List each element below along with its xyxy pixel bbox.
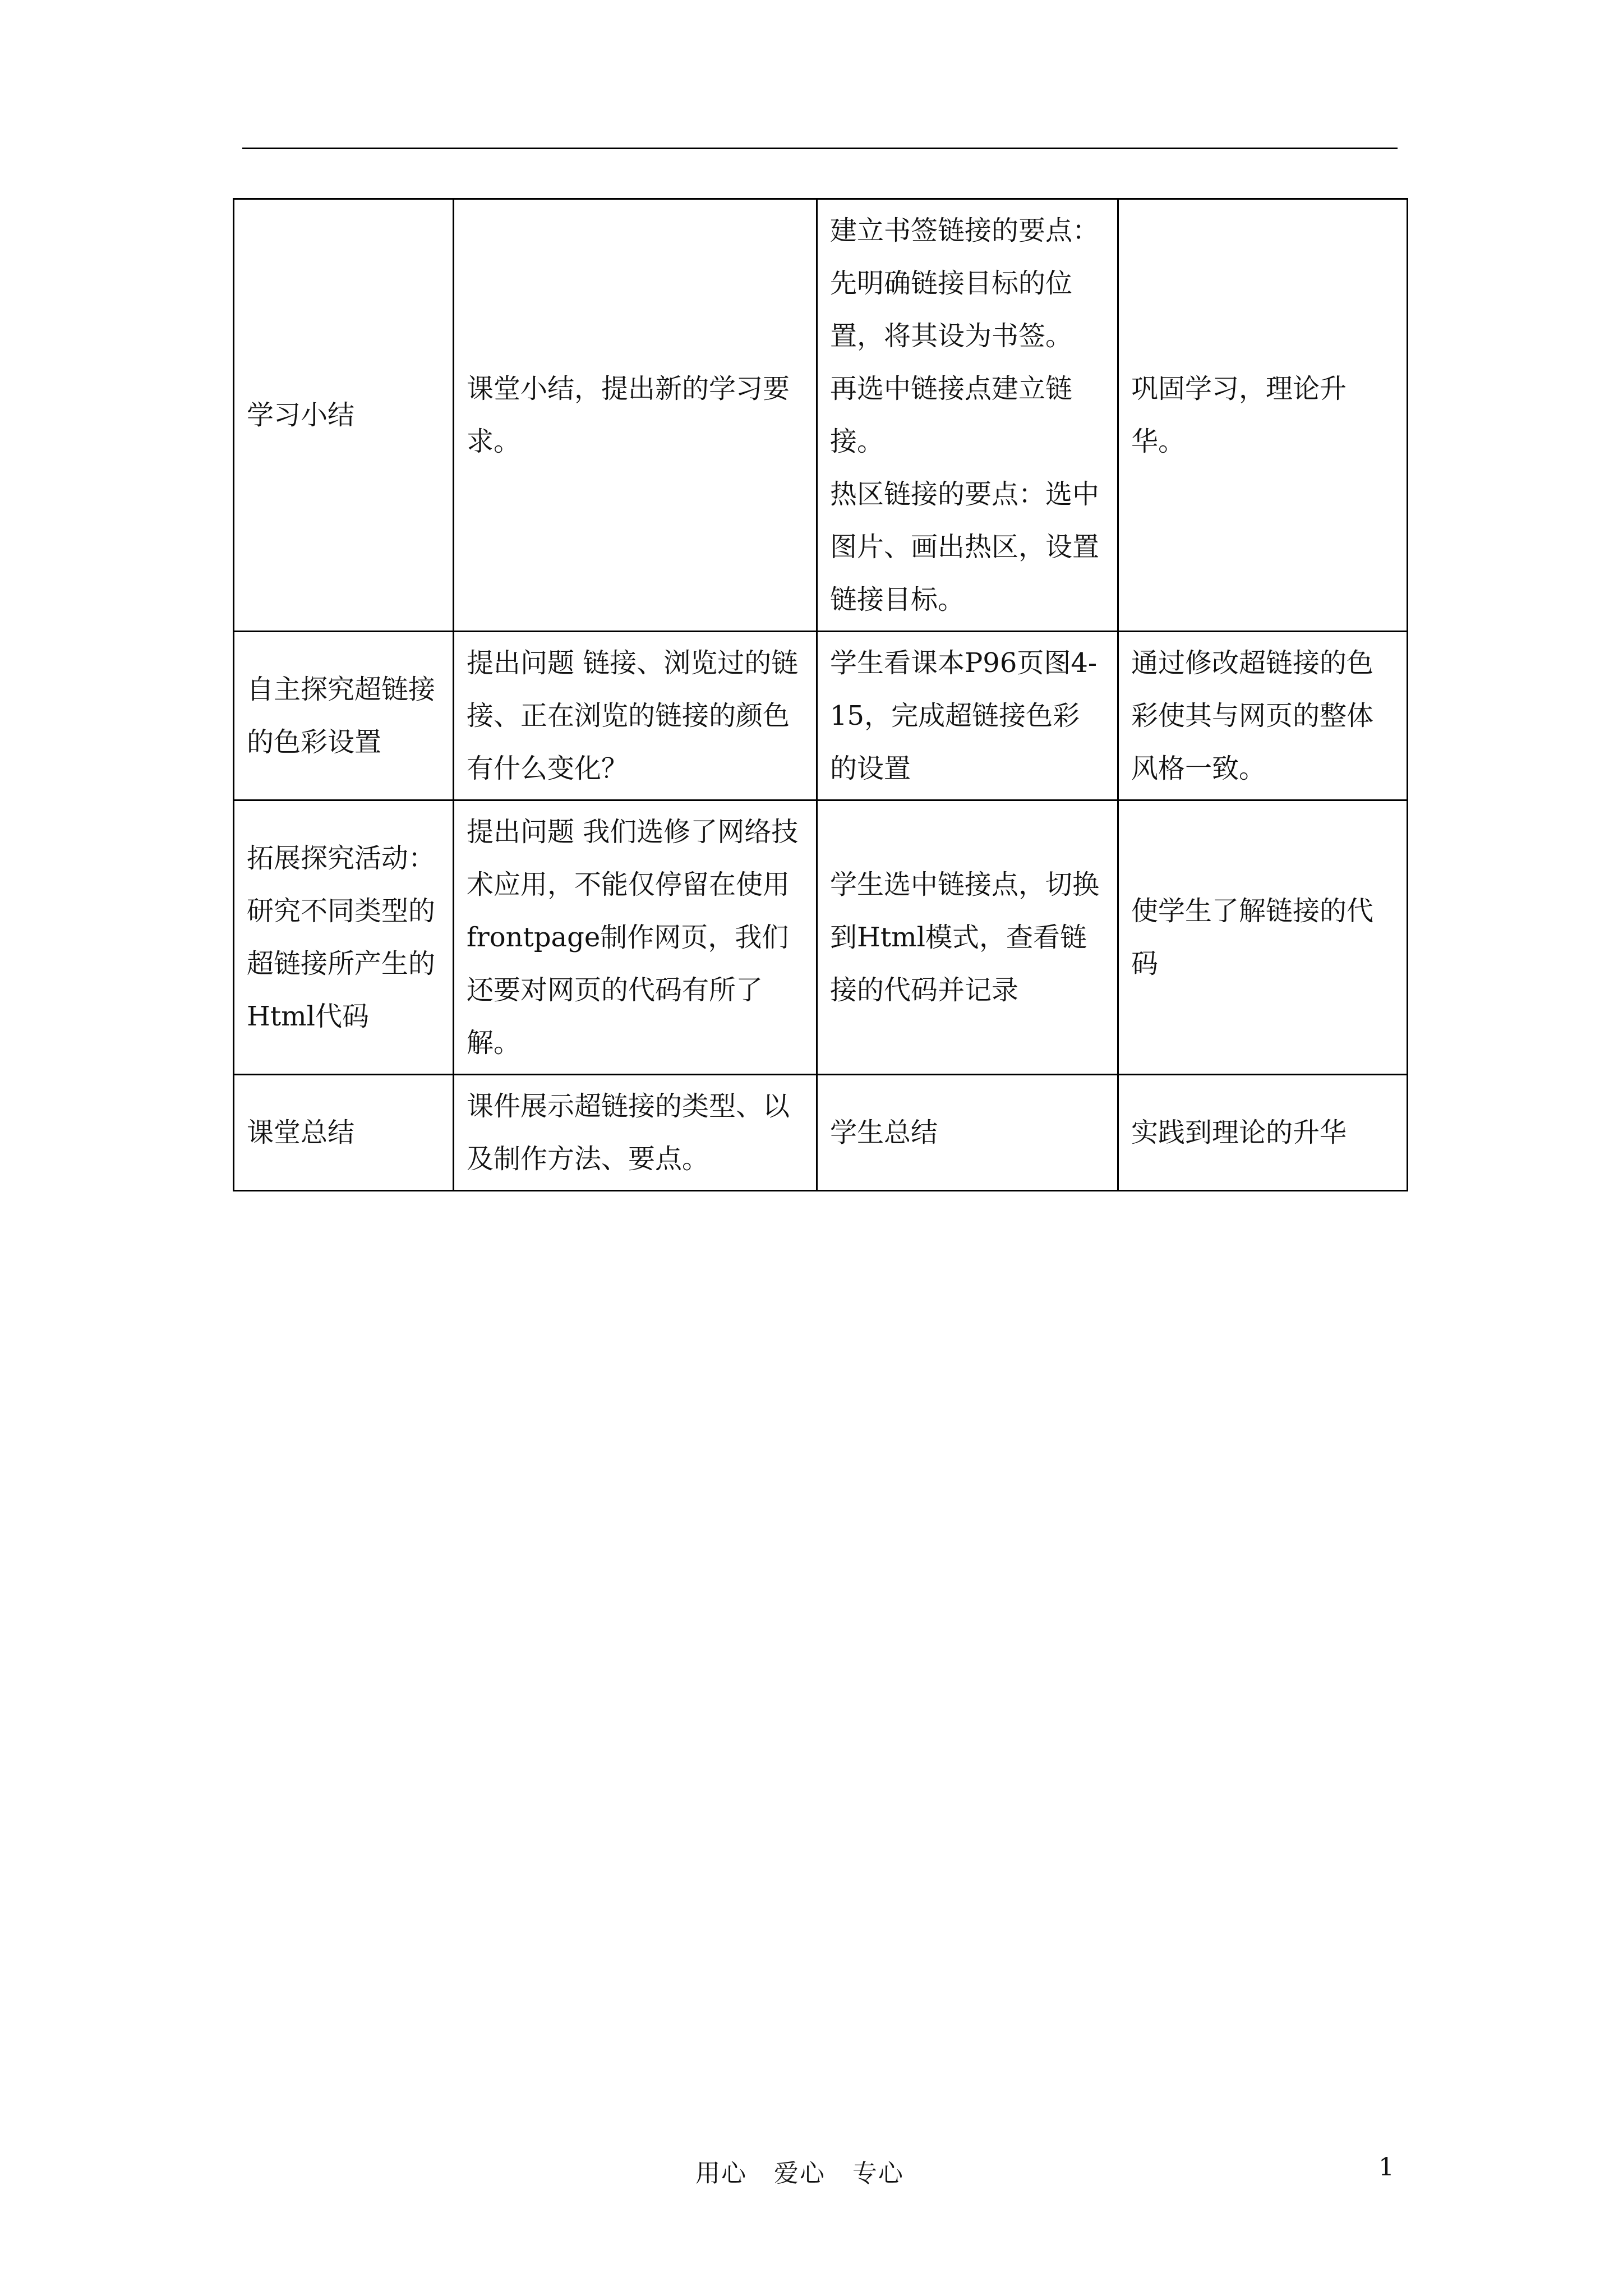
design-intent-cell: 通过修改超链接的色彩使其与网页的整体风格一致。: [1118, 632, 1408, 800]
design-intent-cell: 使学生了解链接的代码: [1118, 800, 1408, 1075]
student-activity-cell: [817, 1075, 1118, 1191]
design-intent-cell: 实践到理论的升华: [1118, 1075, 1408, 1191]
teacher-activity-cell: 课堂小结，提出新的学习要求。: [454, 199, 817, 632]
student-activity-line: 再选中链接点建立链接。: [830, 373, 1073, 457]
footer-motto: 用心 爱心 专心: [695, 2159, 904, 2188]
student-activity-line: 学生总结: [830, 1117, 938, 1148]
student-activity-cell: [817, 632, 1118, 800]
student-activity-cell: [817, 800, 1118, 1075]
student-activity-cell: [817, 199, 1118, 632]
stage-cell: 自主探究超链接的色彩设置: [234, 632, 454, 800]
teacher-activity-cell: 课件展示超链接的类型、以及制作方法、要点。: [454, 1075, 817, 1191]
student-activity-line: 建立书签链接的要点：: [830, 215, 1100, 246]
page-number: 1: [1378, 2153, 1394, 2182]
stage-cell: 学习小结: [234, 199, 454, 632]
lesson-plan-table: [233, 198, 1408, 1191]
table-row: [234, 199, 1408, 632]
table-row: [234, 632, 1408, 800]
table-row: [234, 1075, 1408, 1191]
student-activity-line: 学生选中链接点，切换到Html模式，查看链接的代码并记录: [830, 869, 1100, 1006]
teacher-activity-cell: 提出问题 我们选修了网络技术应用，不能仅停留在使用 frontpage制作网页，我们还要对网页的代码有所了解。: [454, 800, 817, 1075]
teacher-activity-cell: 提出问题 链接、浏览过的链接、正在浏览的链接的颜色有什么变化？: [454, 632, 817, 800]
student-activity-line: 学生看课本P96页图4-15，完成超链接色彩的设置: [830, 647, 1098, 784]
student-activity-line: 先明确链接目标的位置，将其设为书签。: [830, 268, 1073, 352]
header-rule: [242, 148, 1398, 149]
design-intent-cell: 巩固学习，理论升华。: [1118, 199, 1408, 632]
stage-cell: 拓展探究活动：研究不同类型的超链接所产生的Html代码: [234, 800, 454, 1075]
stage-cell: 课堂总结: [234, 1075, 454, 1191]
student-activity-line: 热区链接的要点：选中图片、画出热区，设置链接目标。: [830, 478, 1100, 615]
table-row: [234, 800, 1408, 1075]
